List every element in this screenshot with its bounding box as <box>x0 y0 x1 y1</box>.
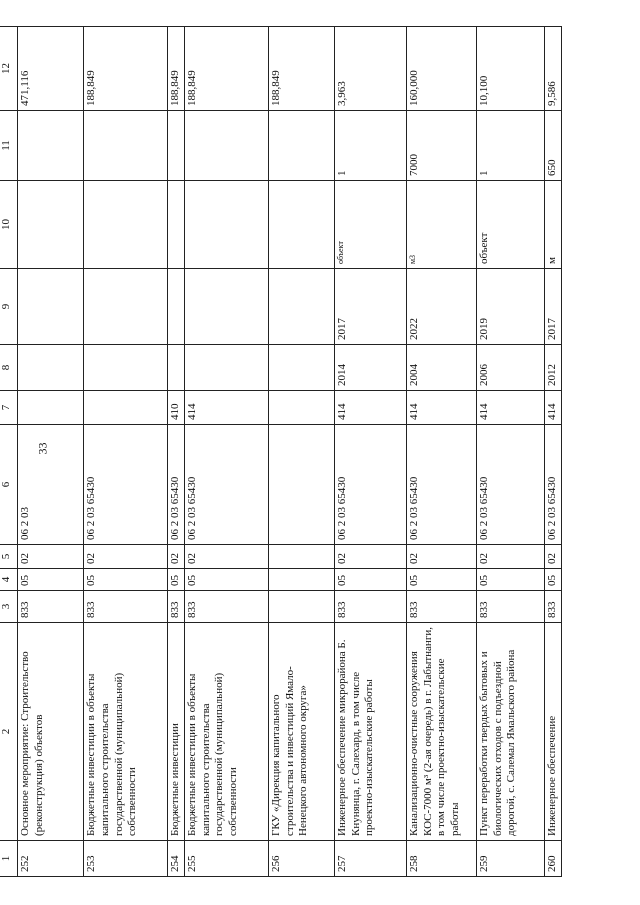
row-number: 257 <box>334 841 406 877</box>
cell-c5: 02 <box>544 545 561 569</box>
page-number: 33 <box>35 442 50 454</box>
cell-c11 <box>184 111 268 181</box>
cell-c5: 02 <box>334 545 406 569</box>
col-header: 9 <box>0 269 18 345</box>
table-row <box>476 27 544 877</box>
cell-c12: 471,116 <box>18 27 84 111</box>
col-header: 4 <box>0 569 18 591</box>
col-header: 2 <box>0 623 18 841</box>
cell-c4: 05 <box>476 569 544 591</box>
cell-c12: 10,100 <box>476 27 544 111</box>
table-row <box>268 27 334 877</box>
cell-c3: 833 <box>476 591 544 623</box>
cell-c8: 2006 <box>476 345 544 391</box>
cell-c10 <box>18 181 84 269</box>
cell-c9: 2019 <box>476 269 544 345</box>
cell-c8 <box>84 345 168 391</box>
cell-c12: 188,849 <box>184 27 268 111</box>
cell-c6: 06 2 03 65430 <box>334 425 406 545</box>
cell-c9: 2022 <box>406 269 476 345</box>
cell-c12: 160,000 <box>406 27 476 111</box>
item-name: Бюджетные инвестиции <box>168 623 185 841</box>
cell-c10: м3 <box>406 181 476 269</box>
cell-c4: 05 <box>84 569 168 591</box>
cell-c7: 410 <box>168 391 185 425</box>
cell-c5 <box>268 545 334 569</box>
row-number: 252 <box>18 841 84 877</box>
cell-c4: 05 <box>168 569 185 591</box>
col-header: 7 <box>0 391 18 425</box>
cell-c12: 3,963 <box>334 27 406 111</box>
table-row <box>406 27 476 877</box>
cell-c3: 833 <box>406 591 476 623</box>
cell-c10: объект <box>334 181 406 269</box>
cell-c6: 06 2 03 65430 <box>84 425 168 545</box>
cell-c12: 188,849 <box>268 27 334 111</box>
table-row <box>544 27 561 877</box>
cell-c5: 02 <box>476 545 544 569</box>
cell-c10 <box>168 181 185 269</box>
cell-c7 <box>268 391 334 425</box>
cell-c11 <box>268 111 334 181</box>
cell-c12: 9,586 <box>544 27 561 111</box>
cell-c9: 2017 <box>334 269 406 345</box>
cell-c6: 06 2 03 65430 <box>476 425 544 545</box>
item-name: Инженерное обеспечение <box>544 623 561 841</box>
cell-c4: 05 <box>18 569 84 591</box>
cell-c6: 06 2 03 65430 <box>544 425 561 545</box>
col-header: 10 <box>0 181 18 269</box>
table-row <box>334 27 406 877</box>
cell-c3: 833 <box>18 591 84 623</box>
table-row <box>168 27 185 877</box>
cell-c4 <box>268 569 334 591</box>
cell-c7 <box>18 391 84 425</box>
col-header: 11 <box>0 111 18 181</box>
header-row <box>0 27 18 877</box>
cell-c6 <box>268 425 334 545</box>
cell-c11 <box>18 111 84 181</box>
cell-c10: м <box>544 181 561 269</box>
table-row <box>18 27 84 877</box>
cell-c8 <box>184 345 268 391</box>
cell-c7: 414 <box>476 391 544 425</box>
cell-c5: 02 <box>18 545 84 569</box>
cell-c10: объект <box>476 181 544 269</box>
cell-c7: 414 <box>334 391 406 425</box>
cell-c9 <box>168 269 185 345</box>
cell-c10 <box>268 181 334 269</box>
cell-c4: 05 <box>184 569 268 591</box>
cell-c7: 414 <box>544 391 561 425</box>
cell-c4: 05 <box>406 569 476 591</box>
item-name: ГКУ «Дирекция капитального строительства и инвестиций Ямало-Ненецкого автономного округа» <box>268 623 334 841</box>
cell-c12: 188,849 <box>168 27 185 111</box>
cell-c7: 414 <box>184 391 268 425</box>
table-row <box>184 27 268 877</box>
cell-c3: 833 <box>168 591 185 623</box>
cell-c9 <box>268 269 334 345</box>
cell-c10 <box>184 181 268 269</box>
cell-c4: 05 <box>544 569 561 591</box>
cell-c11: 7000 <box>406 111 476 181</box>
row-number: 259 <box>476 841 544 877</box>
cell-c9 <box>84 269 168 345</box>
row-number: 254 <box>168 841 185 877</box>
row-number: 253 <box>84 841 168 877</box>
cell-c7 <box>84 391 168 425</box>
item-name: Основное мероприятие: Строительство (реконструкция) объектов <box>18 623 84 841</box>
cell-c3: 833 <box>84 591 168 623</box>
col-header: 5 <box>0 545 18 569</box>
cell-c8: 2004 <box>406 345 476 391</box>
cell-c5: 02 <box>168 545 185 569</box>
cell-c4: 05 <box>334 569 406 591</box>
item-name: Канализационно-очистные сооружения КОС-7000 м³ (2-ая очередь) в г. Лабытнанги, в том числе проектно-изыскательские работы <box>406 623 476 841</box>
cell-c3: 833 <box>334 591 406 623</box>
cell-c11 <box>84 111 168 181</box>
cell-c3: 833 <box>184 591 268 623</box>
cell-c8 <box>18 345 84 391</box>
item-name: Пункт переработки твердых бытовых и биологических отходов с подъездной дорогой, с. Салемал Ямальского района <box>476 623 544 841</box>
cell-c11: 650 <box>544 111 561 181</box>
row-number: 258 <box>406 841 476 877</box>
col-header: 1 <box>0 841 18 877</box>
item-name: Бюджетные инвестиции в объекты капитального строительства государственной (муниципальной) собственности <box>184 623 268 841</box>
cell-c10 <box>84 181 168 269</box>
cell-c8: 2012 <box>544 345 561 391</box>
cell-c8 <box>268 345 334 391</box>
cell-c11: 1 <box>334 111 406 181</box>
col-header: 12 <box>0 27 18 111</box>
cell-c5: 02 <box>84 545 168 569</box>
cell-c11 <box>168 111 185 181</box>
cell-c6: 06 2 03 <box>18 425 84 545</box>
row-number: 255 <box>184 841 268 877</box>
rotated-table-sheet <box>0 27 558 877</box>
cell-c11: 1 <box>476 111 544 181</box>
cell-c9 <box>18 269 84 345</box>
cell-c9: 2017 <box>544 269 561 345</box>
cell-c6: 06 2 03 65430 <box>184 425 268 545</box>
cell-c9 <box>184 269 268 345</box>
budget-table <box>0 26 562 877</box>
cell-c6: 06 2 03 65430 <box>406 425 476 545</box>
cell-c3: 833 <box>544 591 561 623</box>
item-name: Инженерное обеспечение микрорайона Б. Кнунянца, г. Салехард, в том числе проектно-изыскательские работы <box>334 623 406 841</box>
cell-c6: 06 2 03 65430 <box>168 425 185 545</box>
item-name: Бюджетные инвестиции в объекты капитального строительства государственной (муниципальной) собственности <box>84 623 168 841</box>
col-header: 3 <box>0 591 18 623</box>
cell-c7: 414 <box>406 391 476 425</box>
cell-c3 <box>268 591 334 623</box>
cell-c12: 188,849 <box>84 27 168 111</box>
table-row <box>84 27 168 877</box>
cell-c5: 02 <box>406 545 476 569</box>
row-number: 260 <box>544 841 561 877</box>
col-header: 6 <box>0 425 18 545</box>
cell-c8 <box>168 345 185 391</box>
cell-c8: 2014 <box>334 345 406 391</box>
cell-c5: 02 <box>184 545 268 569</box>
row-number: 256 <box>268 841 334 877</box>
col-header: 8 <box>0 345 18 391</box>
